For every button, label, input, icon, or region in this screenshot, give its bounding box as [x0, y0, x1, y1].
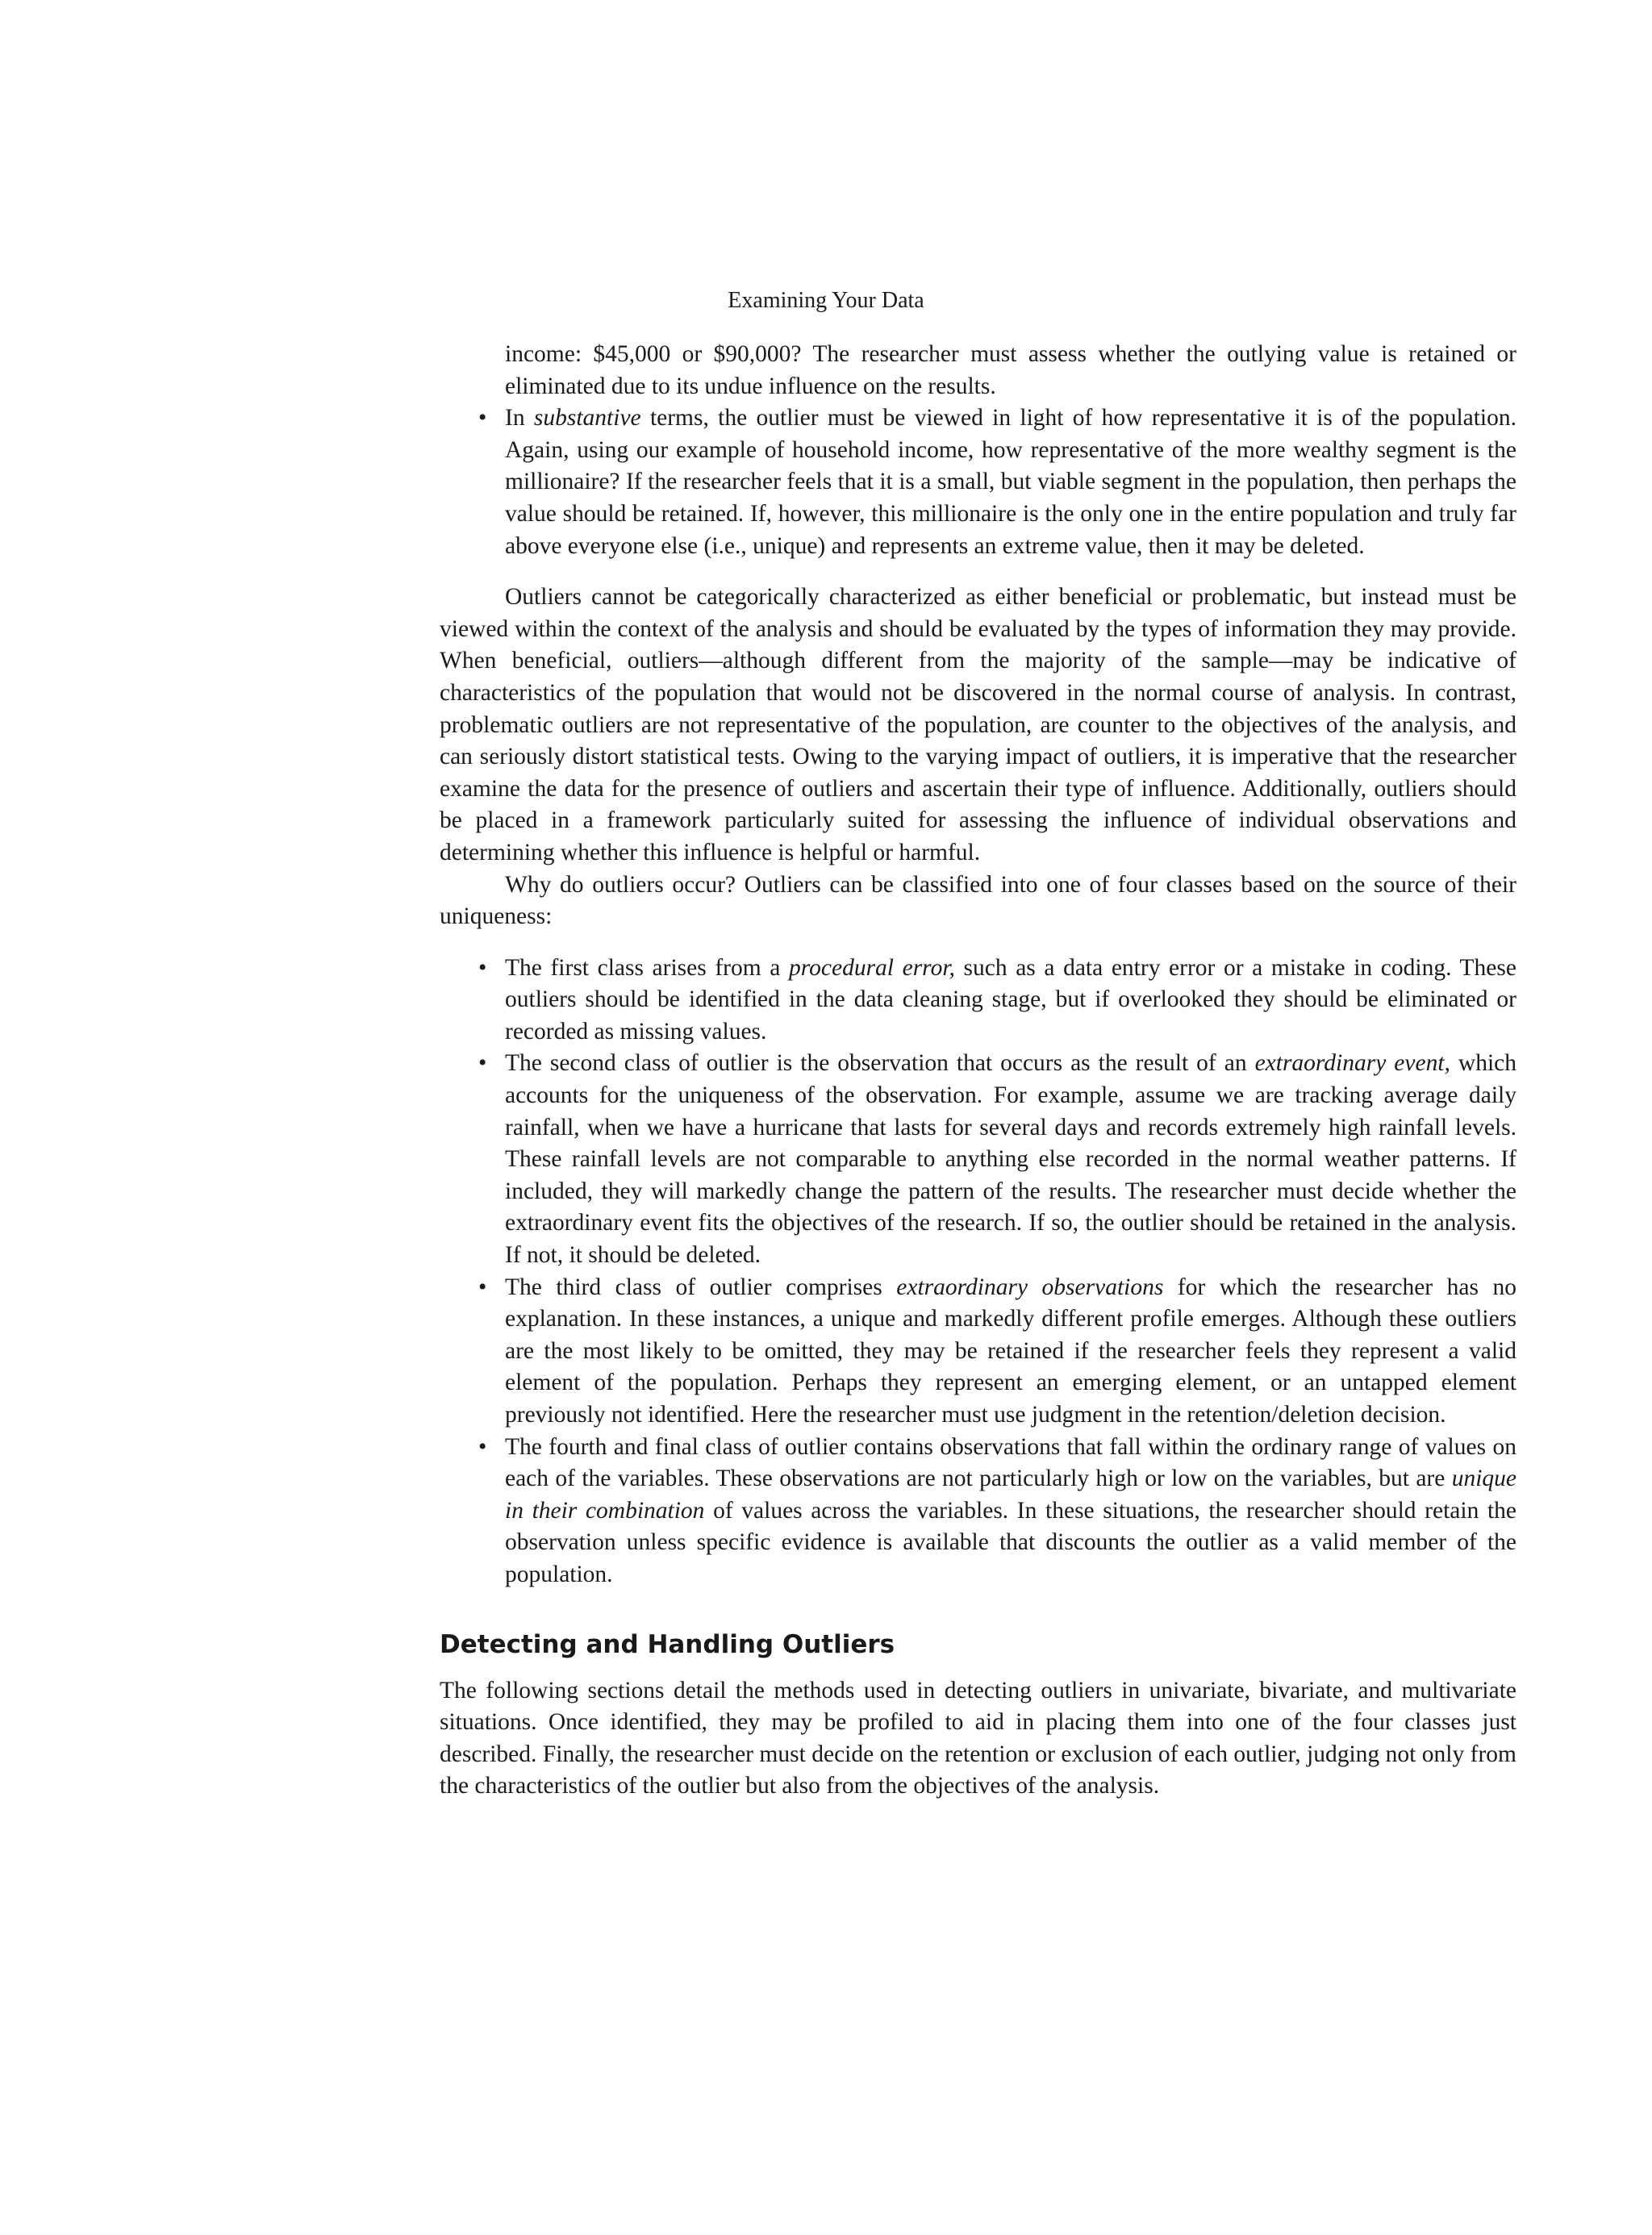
body-text [440, 339, 1516, 1803]
paragraph-why-outliers-occur: Why do outliers occur? Outliers can be classified into one of four classes based on the source of their uniqueness: [440, 871, 1516, 930]
emphasis: extraordinary event, [1254, 1050, 1450, 1077]
section-paragraph: The following sections detail the methods used in detecting outliers in univariate, bivariate, and multivariate situations. Once identified, they may be profiled to aid in placing them into one of the four classes just described. Finally, the researcher must decide on the retention or exclusion of each outlier, judging not only from the characteristics of the outlier but also from the objectives of the analysis. [440, 1677, 1516, 1799]
bullet-icon: • [478, 1274, 487, 1300]
list-item-procedural-error: • The first class arises from a procedural error, such as a data entry error or a mistake in coding. These outliers should be identified in the data cleaning stage, but if overlooked they should be eliminated or recorded as missing values. [440, 953, 1516, 1049]
emphasis: unique in their combination [505, 1466, 1516, 1524]
continued-list-item: income: $45,000 or $90,000? The researcher must assess whether the outlying value is retained or eliminated due to its undue influence on the results. [505, 341, 1516, 399]
bullet-icon: • [478, 954, 487, 981]
emphasis: procedural error, [789, 954, 955, 981]
substantive-list [440, 402, 1516, 562]
bullet-icon: • [478, 405, 487, 432]
emphasis: substantive [533, 405, 641, 432]
outlier-classes-list [440, 953, 1516, 1591]
running-head: Examining Your Data [728, 288, 924, 313]
list-item-unique-combination: • The fourth and final class of outlier contains observations that fall within the ordinary range of values on each of the variables. These observations are not particularly high or low on the variables, but are unique in their combination of values across the variables. In these situations, the researcher should retain the observation unless specific evidence is available that discounts the outlier as a valid member of the population. [440, 1432, 1516, 1591]
list-item-extraordinary-observations: • The third class of outlier comprises extraordinary observations for which the researcher has no explanation. In these instances, a unique and markedly different profile emerges. Although these outliers are the most likely to be omitted, they may be retained if the researcher feels they represent a valid element of the population. Perhaps they represent an emerging element, or an untapped element previously not identified. Here the researcher must use judgment in the retention/deletion decision. [440, 1272, 1516, 1432]
list-item-substantive: • In substantive terms, the outlier must be viewed in light of how representative it is of the population. Again, using our example of household income, how representative of the more wealthy segment is the millionaire? If the researcher feels that it is a small, but viable segment in the population, then perhaps the value should be retained. If, however, this millionaire is the only one in the entire population and truly far above everyone else (i.e., unique) and represents an extreme value, then it may be deleted. [440, 402, 1516, 562]
list-item-extraordinary-event: • The second class of outlier is the observation that occurs as the result of an extraordinary event, which accounts for the uniqueness of the observation. For example, assume we are tracking average daily rainfall, when we have a hurricane that lasts for several days and records extremely high rainfall levels. These rainfall levels are not comparable to anything else recorded in the normal weather patterns. If included, they will markedly change the pattern of the results. The researcher must decide whether the extraordinary event fits the objectives of the research. If so, the outlier should be retained in the analysis. If not, it should be deleted. [440, 1048, 1516, 1271]
section-heading: Detecting and Handling Outliers [440, 1629, 895, 1659]
paragraph-outlier-characterization: Outliers cannot be categorically characterized as either beneficial or problematic, but instead must be viewed within the context of the analysis and should be evaluated by the types of information they may provide. When beneficial, outliers—although different from the majority of the sample—may be indicative of characteristics of the population that would not be discovered in the normal course of analysis. In contrast, problematic outliers are not representative of the population, are counter to the objectives of the analysis, and can seriously distort statistical tests. Owing to the varying impact of outliers, it is imperative that the researcher examine the data for the presence of outliers and ascertain their type of influence. Additionally, outliers should be placed in a framework particularly suited for assessing the influence of individual observations and determining whether this influence is helpful or harmful. [440, 584, 1516, 865]
bullet-icon: • [478, 1433, 487, 1460]
emphasis: extraordinary observations [896, 1274, 1164, 1300]
bullet-icon: • [478, 1050, 487, 1077]
